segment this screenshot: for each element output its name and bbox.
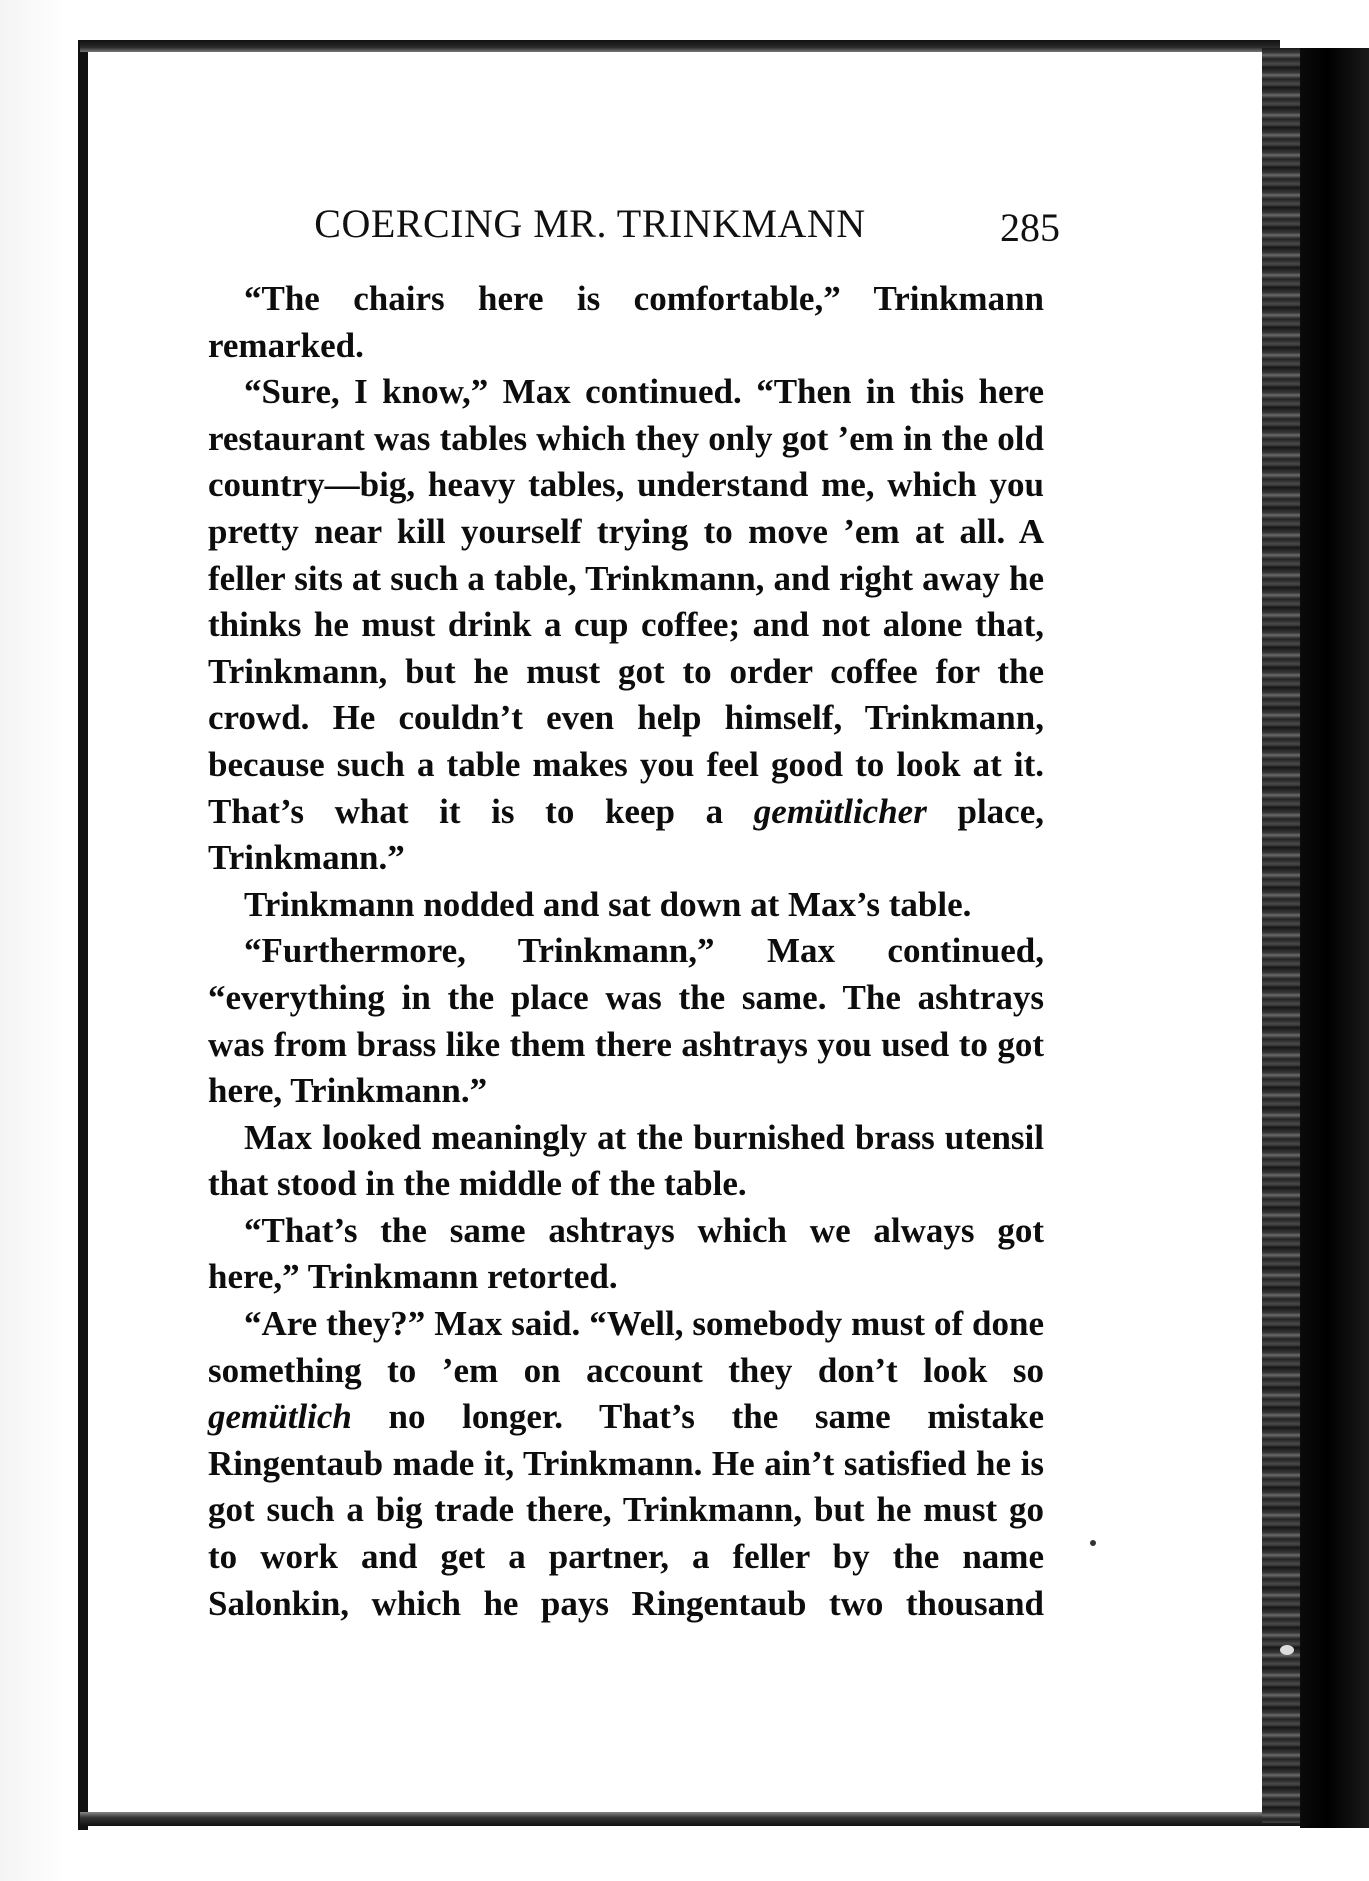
paragraph: “Are they?” Max said. “Well, somebody must of done something to ’em on account they don’t look so gemütlich no longer. That’s the same mistake Ringentaub made it, Trinkmann. He ain’t satisfied he is got such a big trade there, Trinkmann, but he must go to work and get a partner, a feller by the name Salonkin, which he pays Ringentaub two thousand xyxy=(208,1304,1044,1623)
scan-shadow xyxy=(1300,48,1369,1828)
paragraph: Trinkmann nodded and sat down at Max’s table. xyxy=(244,884,972,924)
paragraph: “That’s the same ashtrays which we always got here,” Trinkmann retorted. xyxy=(208,1210,1044,1297)
running-head xyxy=(210,200,1060,260)
italic-word: gemütlich xyxy=(208,1397,352,1437)
scan-speck xyxy=(1280,1645,1294,1655)
paragraph: “Sure, I know,” Max continued. “Then in this here restaurant was tables which they only got ’em in the old country—big, heavy tables, understand me, which you pretty near kill yourself trying to move ’em at all. A feller sits at such a table, Trinkmann, and right away he thinks he must drink a cup coffee; and not alone that, Trinkmann, but he must got to order coffee for the crowd. He couldn’t even help himself, Trinkmann, because such a table makes you feel good to look at it. That’s what it is to keep a gemütlicher place, Trinkmann.” xyxy=(208,372,1045,878)
paragraph: Max looked meaningly at the burnished brass utensil that stood in the middle of the table. xyxy=(208,1117,1044,1204)
italic-word: gemütlicher xyxy=(753,791,927,831)
body-text xyxy=(208,276,1044,1627)
paragraph: “Furthermore, Trinkmann,” Max continued, “everything in the place was the same. The ashtrays was from brass like them there ashtrays you used to got here, Trinkmann.” xyxy=(208,931,1044,1111)
facing-page-edge xyxy=(0,0,80,1881)
bottom-page-border xyxy=(80,1812,1300,1826)
left-page-border xyxy=(78,40,88,1830)
top-page-border xyxy=(80,40,1280,52)
page-number: 285 xyxy=(1000,205,1060,250)
scan-speck xyxy=(1090,1540,1096,1546)
running-head-title: COERCING MR. TRINKMANN xyxy=(314,201,866,246)
paragraph: “The chairs here is comfortable,” Trinkmann remarked. xyxy=(208,279,1044,365)
